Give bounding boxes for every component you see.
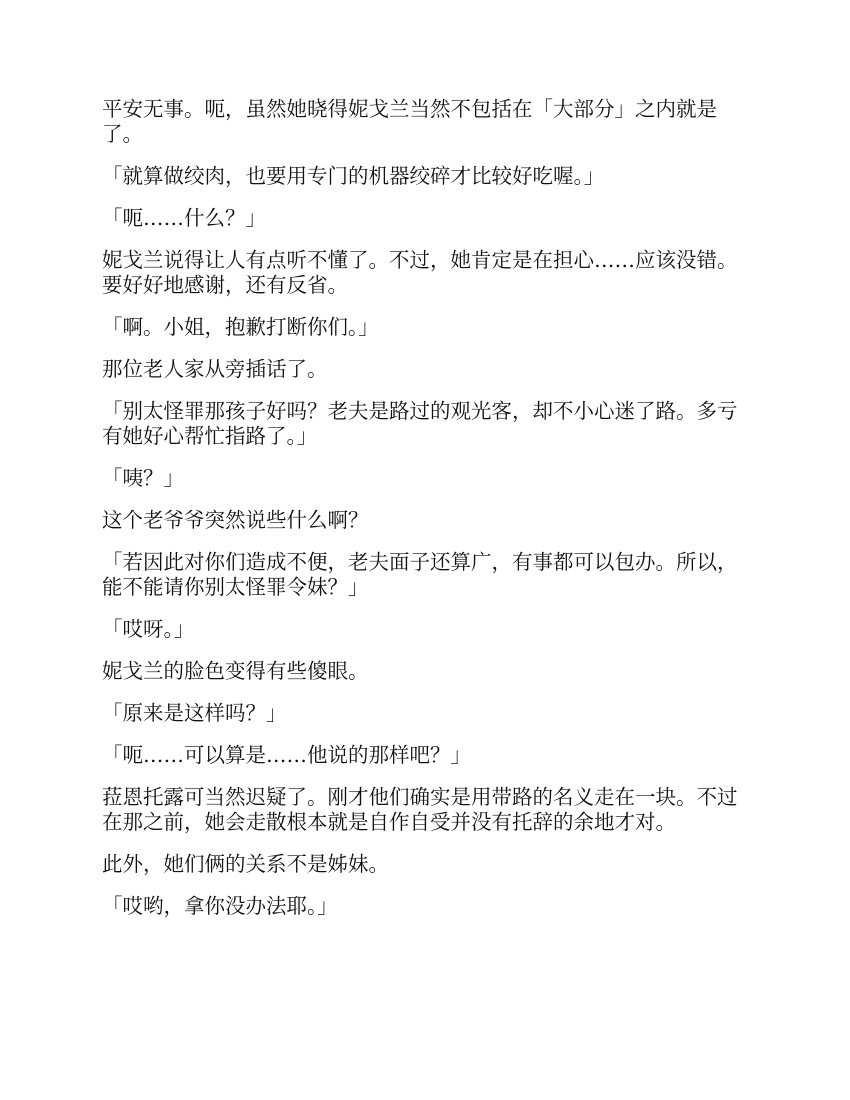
- paragraph: 这个老爷爷突然说些什么啊？: [102, 508, 369, 532]
- paragraph: 妮戈兰的脸色变得有些傻眼。: [102, 659, 369, 683]
- paragraph: 「哎呀。」: [102, 617, 195, 641]
- paragraph: 平安无事。呃，虽然她晓得妮戈兰当然不包括在「大部分」之内就是了。: [102, 97, 717, 146]
- paragraph: 「啊。小姐，抱歉打断你们。」: [102, 315, 379, 339]
- paragraph: 此外，她们俩的关系不是姊妹。: [102, 852, 389, 876]
- paragraph: 菈恩托露可当然迟疑了。刚才他们确实是用带路的名义走在一块。不过在那之前，她会走散根本就是自作自受并没有托辞的余地才对。: [102, 785, 738, 834]
- paragraph: 「原来是这样吗？」: [102, 701, 287, 725]
- paragraph: 「别太怪罪那孩子好吗？老夫是路过的观光客，却不小心迷了路。多亏有她好心帮忙指路了。」: [102, 399, 738, 448]
- paragraph: 妮戈兰说得让人有点听不懂了。不过，她肯定是在担心……应该没错。要好好地感谢，还有反省。: [102, 248, 738, 297]
- paragraph: 「就算做绞肉，也要用专门的机器绞碎才比较好吃喔。」: [102, 164, 605, 188]
- paragraph: 「哎哟，拿你没办法耶。」: [102, 894, 338, 918]
- document-page: [102, 97, 750, 936]
- paragraph: 「呃……什么？」: [102, 206, 266, 230]
- paragraph: 「呃……可以算是……他说的那样吧？」: [102, 743, 471, 767]
- paragraph: 那位老人家从旁插话了。: [102, 357, 328, 381]
- paragraph: 「咦？」: [102, 466, 184, 490]
- paragraph: 「若因此对你们造成不便，老夫面子还算广，有事都可以包办。所以，能不能请你别太怪罪令妹？」: [102, 550, 738, 599]
